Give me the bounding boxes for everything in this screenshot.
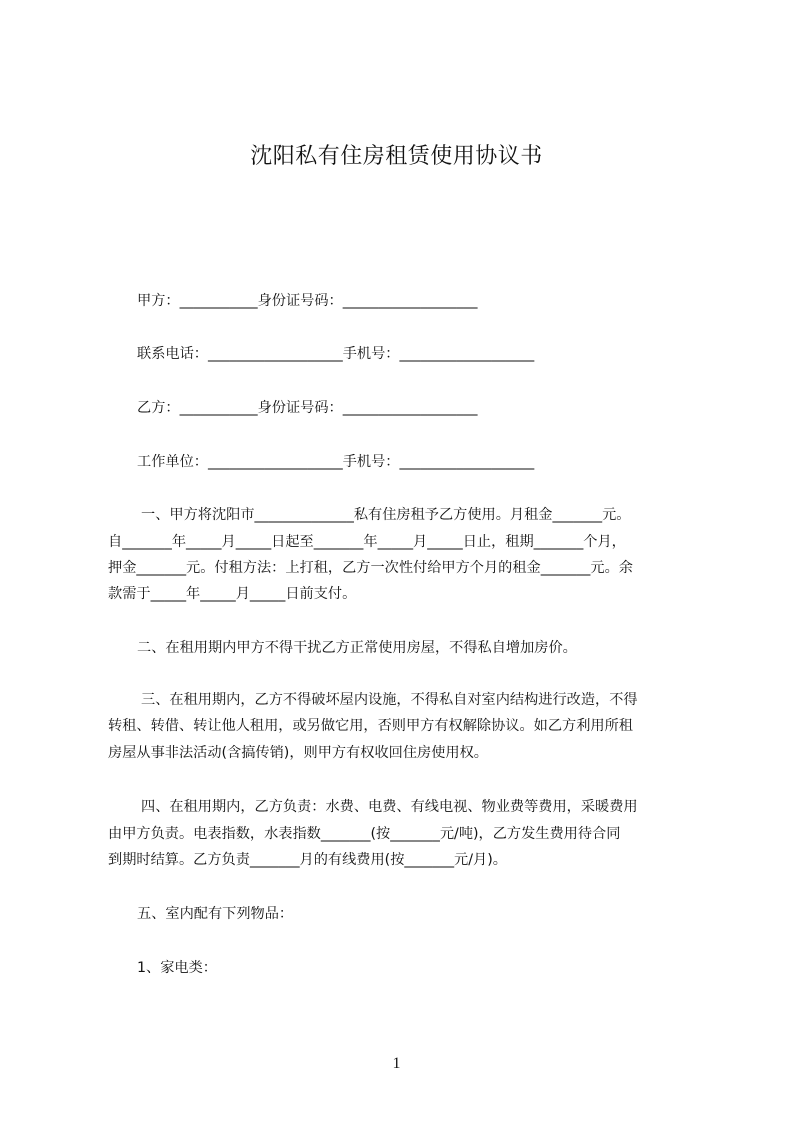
clause-4-line-1: 四、在租用期内，乙方负责：水费、电费、有线电视、物业费等费用，采暖费用 xyxy=(141,799,638,815)
clause-5-line-1: 五、室内配有下列物品： xyxy=(137,906,294,922)
clause-2-line-1: 二、在租用期内甲方不得干扰乙方正常使用房屋，不得私自增加房价。 xyxy=(137,640,577,656)
clause-3-line-1: 三、在租用期内，乙方不得破坏屋内设施，不得私自对室内结构进行改造，不得 xyxy=(141,692,638,708)
clause-3-line-2: 转租、转借、转让他人租用，或另做它用，否则甲方有权解除协议。如乙方利用所租 xyxy=(108,718,633,734)
clause-1-line-4: 款需于_____年_____月_____日前支付。 xyxy=(108,586,357,602)
party-a-line: 甲方：___________身份证号码：___________________ xyxy=(137,293,478,309)
party-a-contact-line: 联系电话：___________________手机号：___________________ xyxy=(137,346,535,362)
party-b-work-line: 工作单位：___________________手机号：___________________ xyxy=(137,454,535,470)
item-1-line-1: 1、家电类： xyxy=(137,960,217,976)
clause-1-line-3: 押金_______元。付租方法：上打租，乙方一次性付给甲方个月的租金_______元。余 xyxy=(108,560,633,576)
clause-1-line-2: 自_______年_____月_____日起至_______年_____月_____日止，租期_______个月， xyxy=(108,534,626,550)
clause-4-line-3: 到期时结算。乙方负责_______月的有线费用(按_______元/月)。 xyxy=(108,852,507,868)
document-title: 沈阳私有住房租赁使用协议书 xyxy=(250,144,543,169)
party-b-line: 乙方：___________身份证号码：___________________ xyxy=(137,400,478,416)
clause-4-line-2: 由甲方负责。电表指数，水表指数_______(按_______元/吨)，乙方发生费用待合同 xyxy=(108,826,621,842)
clause-3-line-3: 房屋从事非法活动(含搞传销)，则甲方有权收回住房使用权。 xyxy=(108,745,488,761)
clause-1-line-1: 一、甲方将沈阳市______________私有住房租予乙方使用。月租金_______元。 xyxy=(141,507,631,523)
page-number: 1 xyxy=(392,1055,401,1072)
